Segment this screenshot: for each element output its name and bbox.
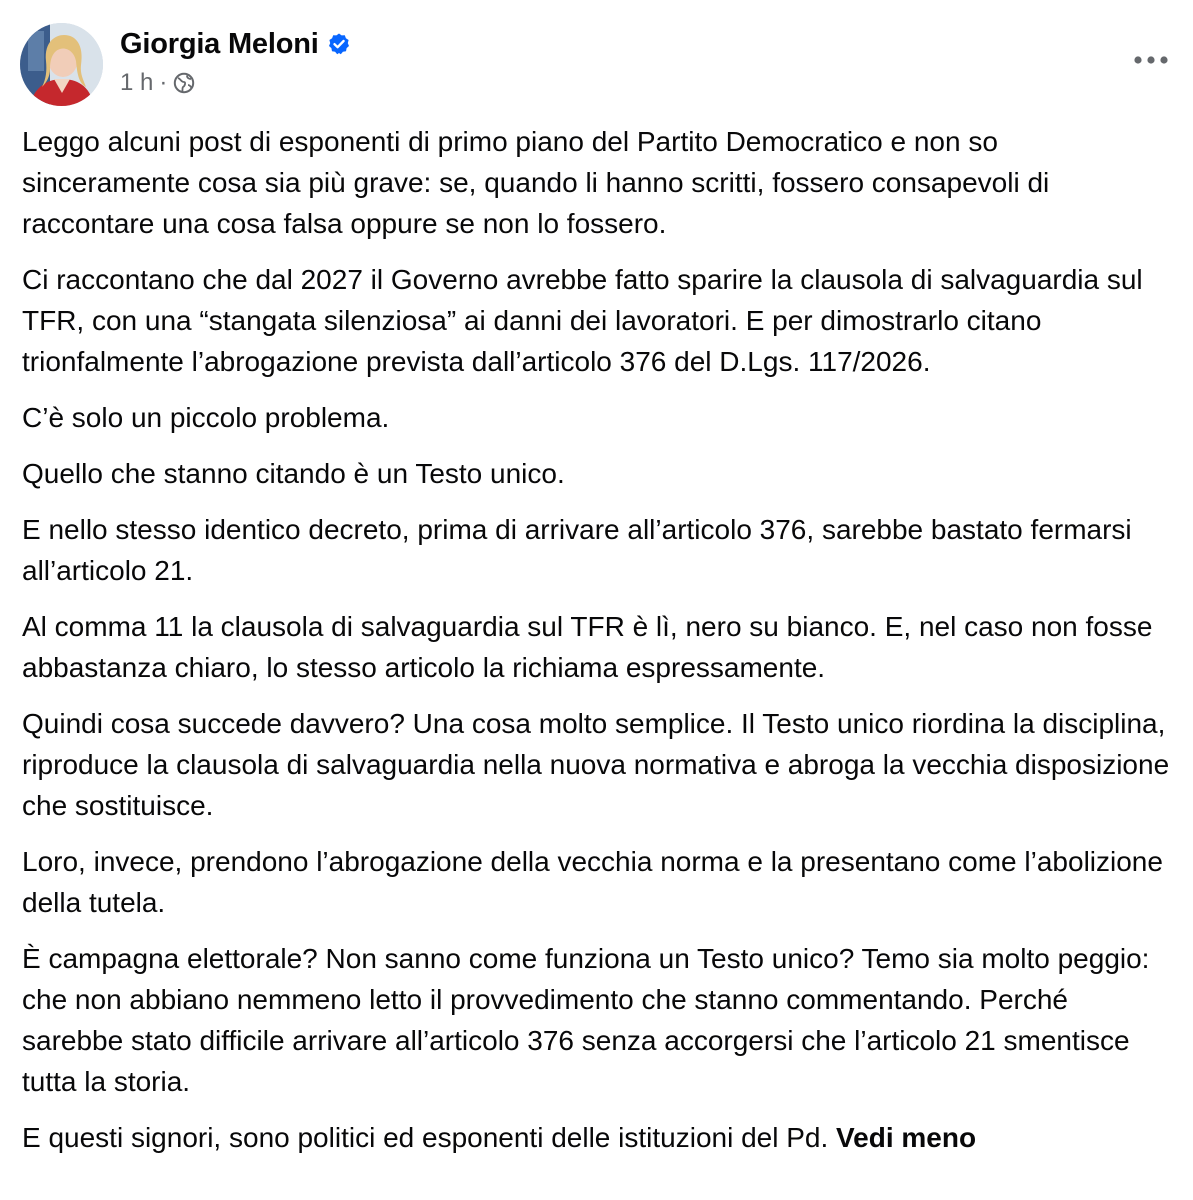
- see-less-link[interactable]: Vedi meno: [836, 1122, 977, 1153]
- author-row: [120, 26, 351, 62]
- more-options-button[interactable]: [1129, 42, 1173, 78]
- post-paragraph-text: E questi signori, sono politici ed esponenti delle istituzioni del Pd.: [22, 1122, 829, 1153]
- post-paragraph: Loro, invece, prendono l’abrogazione della vecchia norma e la presentano come l’abolizione della tutela.: [22, 846, 1163, 918]
- post-timestamp[interactable]: 1 h: [120, 69, 154, 96]
- post-paragraph: Quello che stanno citando è un Testo unico.: [22, 458, 565, 489]
- verified-badge-icon: [327, 32, 351, 56]
- post-meta: [120, 68, 195, 98]
- post-paragraph-last: [22, 1117, 1172, 1158]
- post-paragraph: Al comma 11 la clausola di salvaguardia sul TFR è lì, nero su bianco. E, nel caso non fosse abbastanza chiaro, lo stesso articolo la richiama espressamente.: [22, 611, 1153, 683]
- author-name[interactable]: Giorgia Meloni: [120, 27, 319, 60]
- post-body: [22, 121, 1172, 1173]
- more-options-icon: [1133, 55, 1169, 65]
- post-paragraph: È campagna elettorale? Non sanno come funziona un Testo unico? Temo sia molto peggio: che non abbiano nemmeno letto il provvedimento che stanno commentando. Perché sarebbe stato difficile arrivare all’articolo 376 senza accorgersi che l’articolo 21 smentisce tutta la storia.: [22, 943, 1150, 1097]
- globe-icon[interactable]: [173, 72, 195, 94]
- post-paragraph: Leggo alcuni post di esponenti di primo piano del Partito Democratico e non so sinceramente cosa sia più grave: se, quando li hanno scritti, fossero consapevoli di raccontare una cosa falsa oppure se non lo fossero.: [22, 126, 1050, 239]
- post-paragraph: Quindi cosa succede davvero? Una cosa molto semplice. Il Testo unico riordina la disciplina, riproduce la clausola di salvaguardia nella nuova normativa e abroga la vecchia disposizione che sostituisce.: [22, 708, 1170, 821]
- author-avatar[interactable]: [20, 23, 103, 106]
- post-header: [20, 20, 1173, 110]
- post-paragraph: C’è solo un piccolo problema.: [22, 402, 390, 433]
- post-paragraph: Ci raccontano che dal 2027 il Governo avrebbe fatto sparire la clausola di salvaguardia sul TFR, con una “stangata silenziosa” ai danni dei lavoratori. E per dimostrarlo citano trionfalmente l’abrogazione prevista dall’articolo 376 del D.Lgs. 117/2026.: [22, 264, 1143, 377]
- post-paragraph: E nello stesso identico decreto, prima di arrivare all’articolo 376, sarebbe bastato fermarsi all’articolo 21.: [22, 514, 1132, 586]
- meta-separator: ·: [159, 69, 168, 96]
- avatar-photo-icon: [20, 23, 103, 106]
